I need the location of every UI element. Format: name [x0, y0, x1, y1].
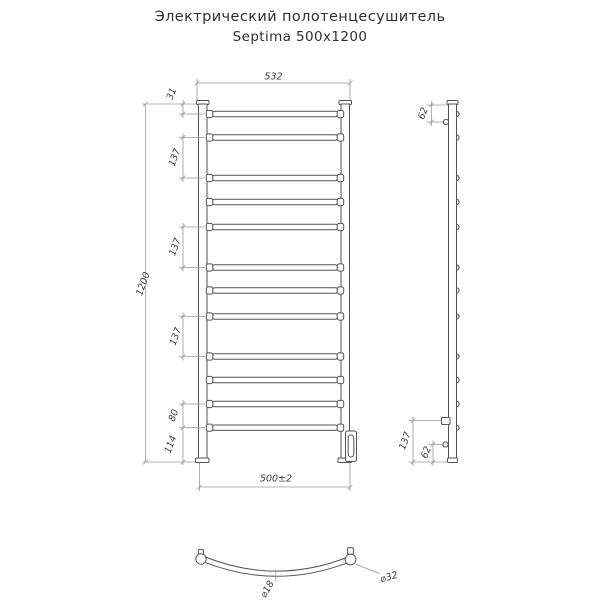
side-dimensions — [409, 101, 449, 466]
side-post — [449, 104, 457, 458]
dim-side-137-label: 137 — [397, 430, 414, 452]
rung-collar-left — [206, 223, 213, 230]
side-bottom-bracket — [443, 442, 448, 447]
dim-height-label: 1200 — [134, 270, 153, 298]
d32-leader-line — [356, 564, 380, 573]
dim-side-top-label: 62 — [416, 105, 431, 122]
bottom-view — [196, 548, 399, 600]
rung-collar-left — [206, 424, 213, 431]
rung-tube — [212, 175, 338, 180]
left-post-foot — [196, 458, 210, 463]
rung-collar-right — [337, 174, 344, 181]
rung-tube — [212, 401, 338, 406]
rung-collar-right — [337, 134, 344, 141]
dim-offset-bottom-label: 114 — [162, 434, 180, 455]
dim-side-bottom-label: 62 — [419, 444, 434, 461]
dim-width-top-label: 532 — [264, 71, 283, 83]
dim-post-diameter-label: ⌀32 — [378, 569, 400, 586]
left-post — [199, 104, 208, 458]
rung-collar-left — [206, 376, 213, 383]
side-top-bracket — [443, 119, 448, 124]
rung-collar-left — [206, 264, 213, 271]
bottom-right-bracket-tab — [348, 548, 354, 555]
dim-gap2-label: 137 — [167, 236, 184, 258]
rung-tube — [212, 265, 338, 270]
rung-collar-right — [337, 287, 344, 294]
side-element-box — [442, 418, 451, 425]
rung-tube — [212, 199, 338, 204]
dim-gap-bottom-label: 80 — [166, 407, 182, 424]
rung-tube — [212, 377, 338, 382]
rung-collar-right — [337, 313, 344, 320]
rung-collar-right — [337, 198, 344, 205]
side-frame — [442, 101, 460, 463]
rung-collar-left — [206, 110, 213, 117]
front-view — [134, 72, 356, 492]
dim-tube-diameter-label: ⌀18 — [258, 579, 277, 600]
rung-tube — [212, 135, 338, 140]
bottom-dimensions — [276, 564, 380, 581]
rung-collar-left — [206, 313, 213, 320]
rung-collar-right — [337, 264, 344, 271]
front-frame — [196, 101, 357, 463]
drawing-title: Электрический полотенцесушитель — [154, 9, 446, 25]
bottom-left-post-section — [196, 554, 206, 564]
dim-width-bottom-label: 500±2 — [259, 473, 293, 485]
rung-collar-right — [337, 223, 344, 230]
bottom-right-post-section — [345, 554, 356, 565]
rung-tube — [212, 111, 338, 116]
dim-offset-top-label: 31 — [164, 86, 180, 102]
rung-collar-left — [206, 353, 213, 360]
rung-tube — [212, 314, 338, 319]
rung-collar-left — [206, 174, 213, 181]
rung-collar-left — [206, 134, 213, 141]
rung-collar-left — [206, 198, 213, 205]
rung-tube — [212, 288, 338, 293]
rung-collar-right — [337, 110, 344, 117]
rung-collar-left — [206, 400, 213, 407]
rung-tube — [212, 354, 338, 359]
side-post-foot — [448, 458, 458, 463]
rung-tube — [212, 425, 338, 430]
rung-collar-right — [337, 424, 344, 431]
rung-tube — [212, 224, 338, 229]
dim-gap3-label: 137 — [167, 326, 185, 347]
rung-collar-right — [337, 353, 344, 360]
rung-collar-left — [206, 287, 213, 294]
front-rungs — [206, 110, 343, 431]
side-dim-ticks — [411, 103, 436, 465]
rung-collar-right — [337, 376, 344, 383]
side-view — [397, 101, 459, 467]
drawing-subtitle: Septima 500x1200 — [232, 29, 368, 45]
rung-collar-right — [337, 400, 344, 407]
heating-element-slot — [348, 435, 354, 457]
dim-gap1-label: 137 — [166, 147, 184, 168]
title-block — [155, 9, 446, 45]
